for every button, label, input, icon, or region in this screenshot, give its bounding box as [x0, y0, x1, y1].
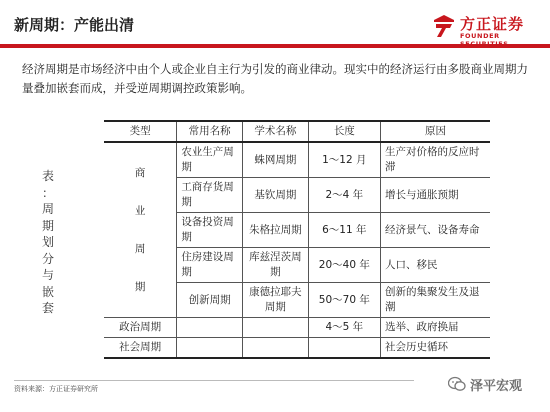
logo-subtext: FOUNDER — [460, 32, 500, 40]
category-char: 业 — [134, 205, 146, 217]
reason-cell: 人口、移民 — [380, 248, 490, 283]
length-cell: 6～11 年 — [308, 213, 380, 248]
type-cell: 社会周期 — [104, 338, 177, 359]
academic-name-cell: 蛛网周期 — [243, 142, 309, 178]
table-row — [104, 142, 490, 178]
category-char: 周 — [134, 243, 146, 255]
common-name-cell: 农业生产周期 — [177, 142, 243, 178]
wechat-icon — [448, 376, 466, 392]
footer-rule — [14, 380, 414, 381]
cycle-table — [104, 120, 490, 359]
academic-name-cell: 库兹涅茨周期 — [243, 248, 309, 283]
page-title: 新周期：产能出清 — [14, 16, 135, 34]
category-char: 商 — [134, 167, 146, 179]
common-name-cell: 工商存货周期 — [177, 178, 243, 213]
side-label-char: ： — [41, 185, 54, 200]
reason-cell: 社会历史循环 — [380, 338, 490, 359]
column-header: 学术名称 — [243, 121, 309, 142]
side-label-char: 与 — [41, 268, 54, 282]
side-label-char: 划 — [41, 235, 54, 249]
intro-paragraph: 经济周期是市场经济中由个人或企业自主行为引发的商业律动。现实中的经济运行由多股商业周期力量叠加嵌套而成，并受逆周期调控政策影响。 — [22, 62, 528, 95]
side-label-char: 周 — [41, 202, 54, 216]
common-name-cell — [177, 338, 243, 359]
type-cell: 政治周期 — [104, 318, 177, 338]
column-header: 长度 — [308, 121, 380, 142]
academic-name-cell — [243, 338, 309, 359]
length-cell: 4～5 年 — [308, 318, 380, 338]
category-char: 期 — [134, 281, 146, 293]
logo-text: 方正证券 — [460, 15, 525, 33]
reason-cell: 创新的集聚发生及退潮 — [380, 283, 490, 318]
company-logo — [432, 12, 542, 44]
academic-name-cell: 康德拉耶夫周期 — [243, 283, 309, 318]
table-row — [104, 338, 490, 359]
watermark — [448, 374, 548, 396]
reason-cell: 选举、政府换届 — [380, 318, 490, 338]
side-label-char: 期 — [41, 218, 54, 233]
column-header: 类型 — [104, 121, 177, 142]
length-cell: 50～70 年 — [308, 283, 380, 318]
common-name-cell: 创新周期 — [177, 283, 243, 318]
academic-name-cell — [243, 318, 309, 338]
table-header-row — [104, 121, 490, 142]
length-cell: 2～4 年 — [308, 178, 380, 213]
column-header: 原因 — [380, 121, 490, 142]
reason-cell: 生产对价格的反应时滞 — [380, 142, 490, 178]
academic-name-cell: 基钦周期 — [243, 178, 309, 213]
common-name-cell: 住房建设周期 — [177, 248, 243, 283]
reason-cell: 经济景气、设备寿命 — [380, 213, 490, 248]
business-cycle-category — [104, 142, 177, 318]
column-header: 常用名称 — [177, 121, 243, 142]
academic-name-cell: 朱格拉周期 — [243, 213, 309, 248]
common-name-cell — [177, 318, 243, 338]
side-label-char: 嵌 — [41, 284, 54, 299]
table-row — [104, 318, 490, 338]
length-cell: 20～40 年 — [308, 248, 380, 283]
header-rule — [0, 44, 550, 48]
side-label-char: 分 — [41, 251, 54, 266]
founder-logo-icon — [432, 14, 456, 38]
table-side-label — [40, 168, 56, 317]
side-label-char: 套 — [41, 301, 54, 315]
watermark-text: 泽平宏观 — [470, 379, 523, 394]
source-note: 资料来源：方正证券研究所 — [14, 385, 98, 393]
side-label-char: 表 — [41, 169, 54, 183]
common-name-cell: 设备投资周期 — [177, 213, 243, 248]
length-cell — [308, 338, 380, 359]
reason-cell: 增长与通胀预期 — [380, 178, 490, 213]
length-cell: 1～12 月 — [308, 142, 380, 178]
